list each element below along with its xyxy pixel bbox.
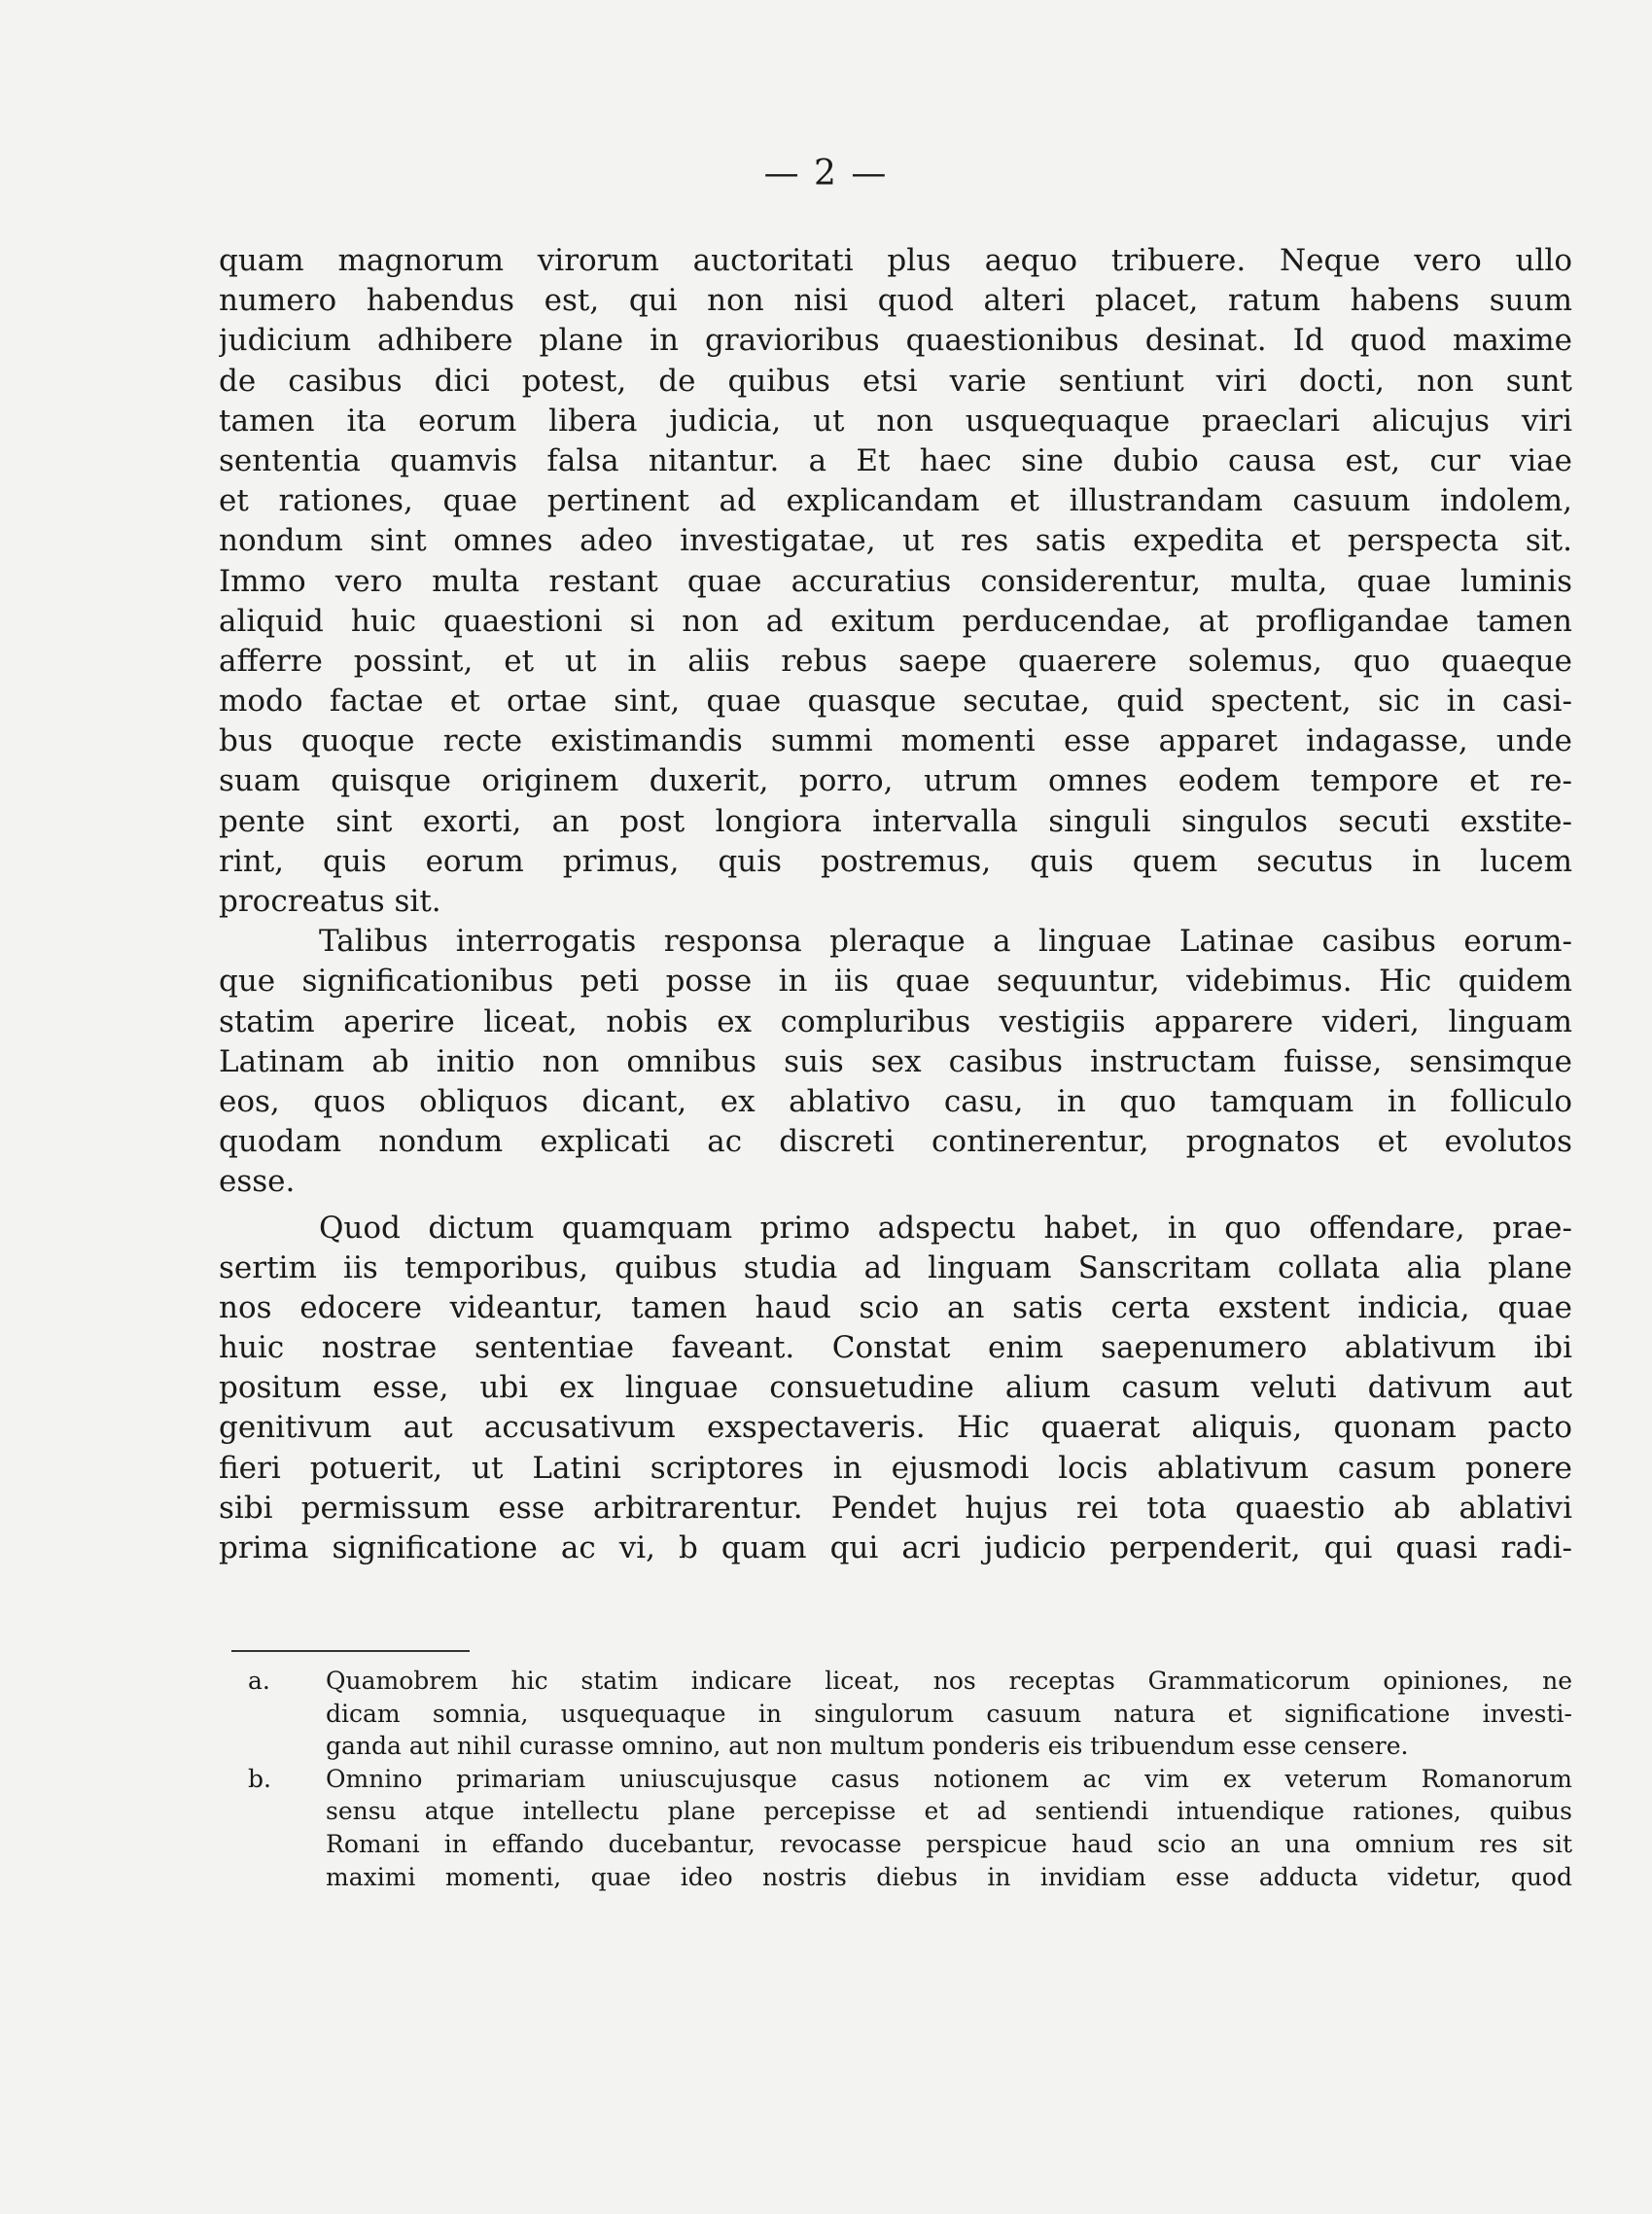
text-line: sententia quamvis falsa nitantur. a Et haec sine dubio causa est, cur viae <box>219 442 1572 478</box>
main-text <box>219 241 1572 1568</box>
footnote-line: Romani in effando ducebantur, revocasse perspicue haud scio an una omnium res sit <box>326 1829 1572 1858</box>
text-line: positum esse, ubi ex linguae consuetudine alium casum veluti dativum aut <box>219 1370 1572 1406</box>
footnote-line: sensu atque intellectu plane percepisse et ad sentiendi intuendique rationes, quibus <box>326 1797 1572 1826</box>
footnote-marker: b. <box>248 1764 271 1793</box>
text-line: huic nostrae sententiae faveant. Constat enim saepenumero ablativum ibi <box>219 1330 1572 1366</box>
footnote-b <box>248 1763 1572 1893</box>
text-line: rint, quis eorum primus, quis postremus, quis quem secutus in lucem <box>219 843 1572 879</box>
text-line: numero habendus est, qui non nisi quod alteri placet, ratum habens suum <box>219 283 1572 319</box>
text-line: quodam nondum explicati ac discreti continerentur, prognatos et evolutos <box>219 1124 1572 1160</box>
text-line: de casibus dici potest, de quibus etsi varie sentiunt viri docti, non sunt <box>219 363 1572 399</box>
footnote-line: dicam somnia, usquequaque in singulorum casuum natura et significatione investi- <box>326 1699 1572 1728</box>
footnotes <box>248 1665 1572 1893</box>
text-line: nos edocere videantur, tamen haud scio an satis certa exstent indicia, quae <box>219 1289 1572 1325</box>
text-line: eos, quos obliquos dicant, ex ablativo casu, in quo tamquam in folliculo <box>219 1083 1572 1119</box>
footnote-line: maximi momenti, quae ideo nostris diebus in invidiam esse adducta videtur, quod <box>326 1862 1572 1891</box>
text-line: tamen ita eorum libera judicia, ut non usquequaque praeclari alicujus viri <box>219 403 1572 439</box>
paragraph-start-line: Talibus interrogatis responsa pleraque a linguae Latinae casibus eorum- <box>319 924 1572 960</box>
text-line: Latinam ab initio non omnibus suis sex casibus instructam fuisse, sensimque <box>219 1043 1572 1079</box>
text-line: statim aperire liceat, nobis ex compluribus vestigiis apparere videri, linguam <box>219 1003 1572 1039</box>
footnote-line: ganda aut nihil curasse omnino, aut non multum ponderis eis tribuendum esse censere. <box>326 1732 1409 1761</box>
text-line: sertim iis temporibus, quibus studia ad linguam Sanscritam collata alia plane <box>219 1249 1572 1285</box>
text-line: nondum sint omnes adeo investigatae, ut res satis expedita et perspecta sit. <box>219 523 1572 559</box>
text-line: modo factae et ortae sint, quae quasque secutae, quid spectent, sic in casi- <box>219 684 1572 720</box>
footnote-marker: a. <box>248 1667 270 1695</box>
text-line: pente sint exorti, an post longiora intervalla singuli singulos secuti exstite- <box>219 803 1572 839</box>
text-line: sibi permissum esse arbitrarentur. Pendet hujus rei tota quaestio ab ablativi <box>219 1490 1572 1526</box>
paragraph-start-line: Quod dictum quamquam primo adspectu habet, in quo offendare, prae- <box>319 1210 1572 1246</box>
text-line: suam quisque originem duxerit, porro, utrum omnes eodem tempore et re- <box>219 763 1572 799</box>
text-line: esse. <box>219 1164 296 1200</box>
text-line: procreatus sit. <box>219 884 441 919</box>
page-number: — 2 — <box>763 154 889 193</box>
text-line: bus quoque recte existimandis summi momenti esse apparet indagasse, unde <box>219 723 1572 759</box>
text-line: judicium adhibere plane in gravioribus quaestionibus desinat. Id quod maxime <box>219 323 1572 359</box>
footnote-line: Omnino primariam uniuscujusque casus notionem ac vim ex veterum Romanorum <box>326 1764 1572 1793</box>
text-line: prima significatione ac vi, b quam qui acri judicio perpenderit, qui quasi radi- <box>219 1530 1572 1565</box>
text-line: aliquid huic quaestioni si non ad exitum perducendae, at profligandae tamen <box>219 603 1572 639</box>
text-line: fieri potuerit, ut Latini scriptores in ejusmodi locis ablativum casum ponere <box>219 1450 1572 1486</box>
text-line: quam magnorum virorum auctoritati plus aequo tribuere. Neque vero ullo <box>219 243 1572 278</box>
text-line: afferre possint, et ut in aliis rebus saepe quaerere solemus, quo quaeque <box>219 643 1572 679</box>
text-line: que significationibus peti posse in iis quae sequuntur, videbimus. Hic quidem <box>219 964 1572 1000</box>
footnote-line: Quamobrem hic statim indicare liceat, nos receptas Grammaticorum opiniones, ne <box>326 1667 1572 1695</box>
text-line: Immo vero multa restant quae accuratius considerentur, multa, quae luminis <box>219 563 1572 599</box>
text-line: et rationes, quae pertinent ad explicandam et illustrandam casuum indolem, <box>219 483 1572 519</box>
text-line: genitivum aut accusativum exspectaveris. Hic quaerat aliquis, quonam pacto <box>219 1410 1572 1446</box>
footnote-divider <box>231 1650 470 1652</box>
footnote-a <box>248 1665 1572 1763</box>
